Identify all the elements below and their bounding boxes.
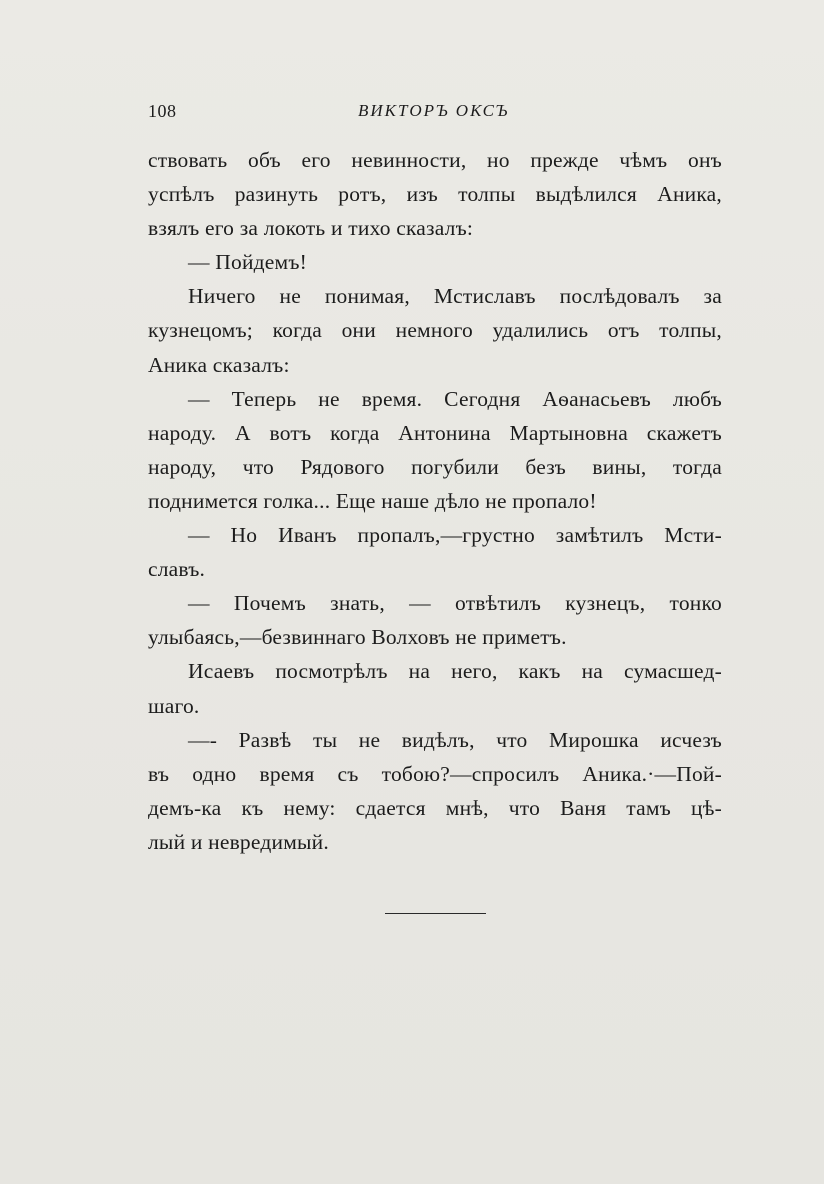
running-title: ВИКТОРЪ ОКСЪ [358,101,510,120]
text-line: лый и невредимый. [148,829,329,854]
text-line: взялъ его за локоть и тихо сказалъ: [148,216,474,241]
text-line: поднимется голка... Еще наше дѣло не пропало! [148,488,597,513]
running-head [148,101,720,125]
text-line: народу. А вотъ когда Антонина Мартыновна скажетъ [148,420,722,445]
text-line: демъ-ка къ нему: сдается мнѣ, что Ваня тамъ цѣ- [148,795,722,820]
text-line: —- Развѣ ты не видѣлъ, что Мирошка исчезъ [188,727,722,752]
page-number: 108 [148,101,177,121]
text-line: ствовать объ его невинности, но прежде чѣмъ онъ [148,148,722,172]
text-line: Исаевъ посмотрѣлъ на него, какъ на сумасшед- [188,659,722,684]
text-line: славъ. [148,557,206,582]
text-line: шаго. [148,693,200,718]
text-line: Ничего не понимая, Мстиславъ послѣдовалъ за [188,284,722,309]
text-line: кузнецомъ; когда они немного удалились отъ толпы, [148,318,722,343]
section-divider [385,913,486,914]
text-line: — Но Иванъ пропалъ,—грустно замѣтилъ Мсти- [188,523,722,548]
text-line: успѣлъ разинуть ротъ, изъ толпы выдѣлился Аника, [148,182,722,207]
text-line: въ одно время съ тобою?—спросилъ Аника.·—Пой- [148,761,722,786]
text-line: — Почемъ знать, — отвѣтилъ кузнецъ, тонко [188,591,722,616]
body-text [148,143,722,859]
text-line: — Теперь не время. Сегодня Аѳанасьевъ любъ [188,386,722,411]
text-line: народу, что Рядового погубили безъ вины, тогда [148,454,722,479]
text-line: улыбаясь,—безвиннаго Волховъ не приметъ. [148,625,567,650]
text-line: — Пойдемъ! [188,250,308,275]
text-line: Аника сказалъ: [148,352,290,377]
